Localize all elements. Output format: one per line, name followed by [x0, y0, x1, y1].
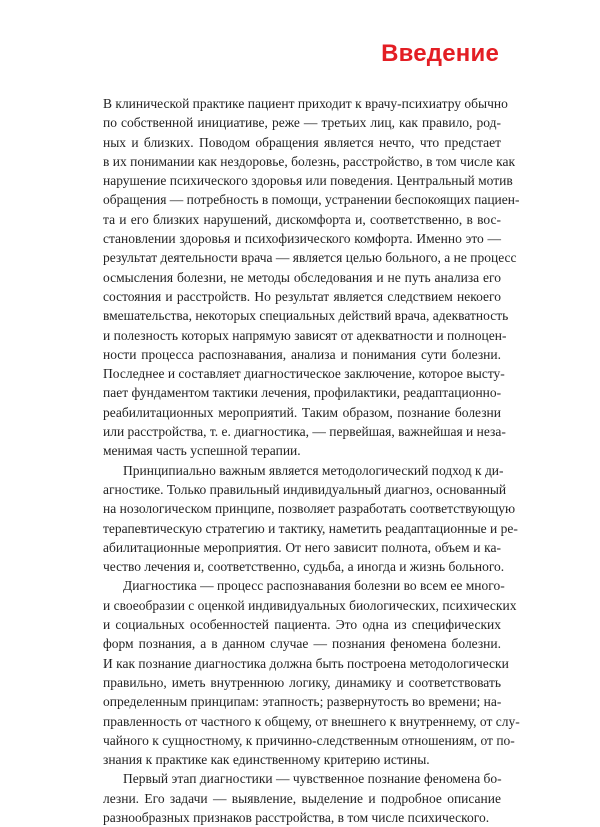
text-line: Последнее и составляет диагностическое заключение, которое высту- [103, 366, 505, 382]
paragraph [103, 94, 520, 461]
text-line: Диагностика — процесс распознавания болезни во всем ее много- [123, 578, 505, 594]
text-line: пает фундаментом тактики лечения, профилактики, реадаптационно- [103, 385, 502, 401]
paragraph [103, 576, 520, 769]
text-line: нарушение психического здоровья или поведения. Центральный мотив [103, 173, 513, 189]
text-line: абилитационные мероприятия. От него зависит полнота, объем и ка- [103, 539, 501, 555]
text-line: ных и близких. Поводом обращения является нечто, что предстает [103, 134, 501, 150]
text-line: ности процесса распознавания, анализа и понимания сути болезни. [103, 346, 501, 362]
text-line: менимая часть успешной терапии. [103, 443, 301, 459]
text-line: результат деятельности врача — является целью больного, а не процесс [103, 250, 517, 266]
text-line: вмешательства, некоторых специальных действий врача, адекватность [103, 308, 509, 324]
text-line: определенным принципам: этапность; развернутость во времени; на- [103, 694, 502, 710]
text-line: и социальных особенностей пациента. Это одна из специфических [103, 617, 501, 633]
text-line: чество лечения и, соответственно, судьба, а иногда и жизнь больного. [103, 559, 505, 575]
text-line: чайного к сущностному, к причинно-следственным отношениям, от по- [103, 732, 515, 748]
text-line: реабилитационных мероприятий. Таким образом, познание болезни [103, 404, 501, 420]
text-line: та и его близких нарушений, дискомфорта и, соответственно, в вос- [103, 211, 501, 227]
text-line: осмысления болезни, не методы обследования и не путь анализа его [103, 269, 501, 285]
text-line: знания к практике как единственному критерию истины. [103, 752, 430, 768]
text-line: становлении здоровья и психофизического комфорта. Именно это — [103, 231, 501, 247]
text-line: И как познание диагностика должна быть построена методологически [103, 655, 509, 671]
text-line: в их понимании как нездоровье, болезнь, расстройство, в том числе как [103, 153, 516, 169]
text-line: обращения — потребность в помощи, устранении беспокоящих пациен- [103, 192, 520, 208]
text-line: состояния и расстройств. Но результат является следствием некоего [103, 288, 501, 304]
text-line: на нозологическом принципе, позволяет разработать соответствующую [103, 501, 516, 517]
text-line: В клинической практике пациент приходит к врачу-психиатру обычно [103, 96, 508, 111]
text-line: правленность от частного к общему, от внешнего к внутреннему, от слу- [103, 713, 520, 729]
text-line: или расстройства, т. е. диагностика, — первейшая, важнейшая и неза- [103, 424, 506, 440]
text-line: разнообразных признаков расстройства, в том числе психического. [103, 809, 490, 825]
paragraph [103, 461, 518, 577]
text-line: лезни. Его задачи — выявление, выделение и подробное описание [103, 790, 501, 806]
text-line: по собственной инициативе, реже — третьих лиц, как правило, род- [103, 115, 501, 131]
paragraph [103, 769, 501, 827]
body-text [103, 94, 520, 827]
text-line: форм познания, а в данном случае — познания феномена болезни. [103, 636, 501, 652]
chapter-title: Введение [381, 40, 499, 67]
text-line: терапевтическую стратегию и тактику, наметить реадаптационные и ре- [103, 520, 518, 536]
text-line: Принципиально важным является методологический подход к ди- [123, 462, 504, 478]
text-line: правильно, иметь внутреннюю логику, динамику и соответствовать [103, 674, 501, 690]
text-line: и полезность которых напрямую зависят от адекватности и полноцен- [103, 327, 507, 343]
text-line: агностике. Только правильный индивидуальный диагноз, основанный [103, 481, 507, 497]
text-line: Первый этап диагностики — чувственное познание феномена бо- [123, 771, 502, 787]
text-line: и своеобразии с оценкой индивидуальных биологических, психических [103, 597, 517, 613]
